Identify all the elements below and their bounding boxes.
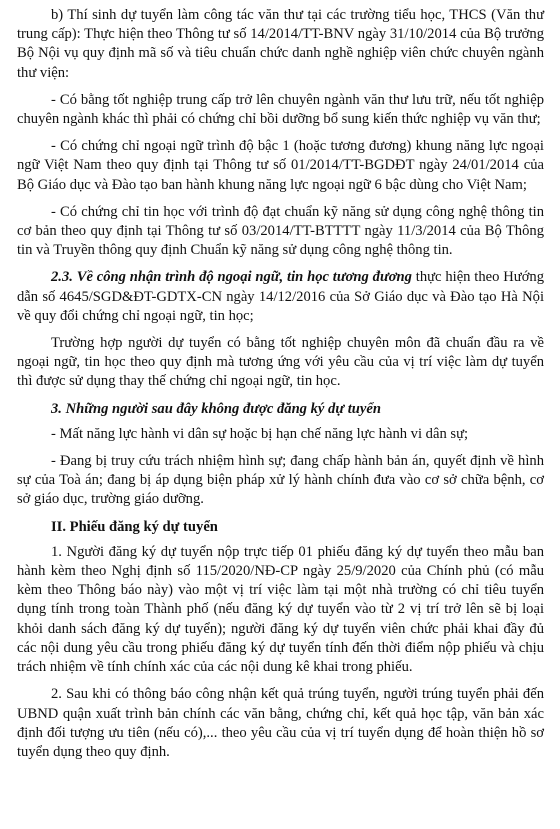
paragraph-degree-substitute: Trường hợp người dự tuyển có bằng tốt nghiệp chuyên môn đã chuẩn đầu ra về ngoại ngữ, tin học theo quy định mà tương ứng với yêu cầu của vị trí việc làm dự tuyển thì được sử dụng thay thế chứng chỉ ngoại ngữ, tin học.	[17, 335, 544, 390]
section-heading-3: 3. Những người sau đây không được đăng ký dự tuyển	[51, 400, 381, 417]
section-heading-II: II. Phiếu đăng ký dự tuyển	[51, 518, 218, 535]
paragraph-registration-form: 1. Người đăng ký dự tuyển nộp trực tiếp 01 phiếu đăng ký dự tuyển theo mẫu ban hành kèm theo Nghị định số 115/2020/NĐ-CP ngày 25/9/2020 của Chính phủ (có mẫu kèm theo Thông báo này) vào một vị trí việc làm tại một nhà trường có chỉ tiêu tuyển dụng tính trong toàn Thành phố (nếu đăng ký dự tuyển vào từ 2 vị trí trở lên sẽ bị loại khỏi danh sách đăng ký dự tuyển); người đăng ký dự tuyển viên chức phải khai đầy đủ các nội dung yêu cầu trong phiếu đăng ký dự tuyển tính đến thời điểm nộp phiếu và chịu trách nhiệm về tính chính xác của các nội dung kê khai trong phiếu.	[17, 543, 544, 676]
paragraph-equivalence	[17, 268, 544, 326]
section-heading-2-3: 2.3. Về công nhận trình độ ngoại ngữ, tin học tương đương	[51, 269, 412, 286]
paragraph-clerk-requirements: b) Thí sinh dự tuyển làm công tác văn thư tại các trường tiểu học, THCS (Văn thư trung cấp): Thực hiện theo Thông tư số 14/2014/TT-BNV ngày 31/10/2014 của Bộ trưởng Bộ Nội vụ quy định mã số và tiêu chuẩn chức danh nghề nghiệp viên chức chuyên ngành thư viện:	[17, 7, 544, 81]
paragraph-it-certificate: - Có chứng chỉ tin học với trình độ đạt chuẩn kỹ năng sử dụng công nghệ thông tin cơ bản theo quy định tại Thông tư số 03/2014/TT-BTTTT ngày 11/3/2014 của Bộ Thông tin và Truyền thông quy định Chuẩn kỹ năng sử dụng công nghệ thông tin.	[17, 203, 544, 259]
paragraph-after-result: 2. Sau khi có thông báo công nhận kết quả trúng tuyển, người trúng tuyển phải đến UBND quận xuất trình bản chính các văn bằng, chứng chỉ, kết quả học tập, văn bản xác định đối tượng ưu tiên (nếu có),... theo yêu cầu của vị trí tuyển dụng để hoàn thiện hồ sơ tuyển dụng theo quy định.	[17, 686, 544, 760]
paragraph-civil-capacity: - Mất năng lực hành vi dân sự hoặc bị hạn chế năng lực hành vi dân sự;	[51, 425, 469, 442]
paragraph-degree-requirement: - Có bằng tốt nghiệp trung cấp trở lên chuyên ngành văn thư lưu trữ, nếu tốt nghiệp chuyên ngành khác thì phải có chứng chỉ bồi dưỡng bổ sung kiến thức nghiệp vụ văn thư;	[17, 91, 544, 128]
section-text-2-3: thực hiện theo Hướng dẫn số 4645/SGD&ĐT-GDTX-CN ngày 14/12/2016 của Sở Giáo dục và Đào tạo Hà Nội về quy đổi chứng chỉ ngoại ngữ, tin học;	[17, 269, 545, 324]
paragraph-language-certificate: - Có chứng chỉ ngoại ngữ trình độ bậc 1 (hoặc tương đương) khung năng lực ngoại ngữ Việt Nam theo quy định tại Thông tư số 01/2014/TT-BGDĐT ngày 24/01/2014 của Bộ Giáo dục và Đào tạo ban hành khung năng lực ngoại ngữ 6 bậc dùng cho Việt Nam;	[17, 138, 544, 193]
paragraph-criminal-liability: - Đang bị truy cứu trách nhiệm hình sự; đang chấp hành bản án, quyết định về hình sự của Toà án; đang bị áp dụng biện pháp xử lý hành chính đưa vào cơ sở chữa bệnh, cơ sở giáo dục, trường giáo dưỡng.	[17, 453, 544, 508]
